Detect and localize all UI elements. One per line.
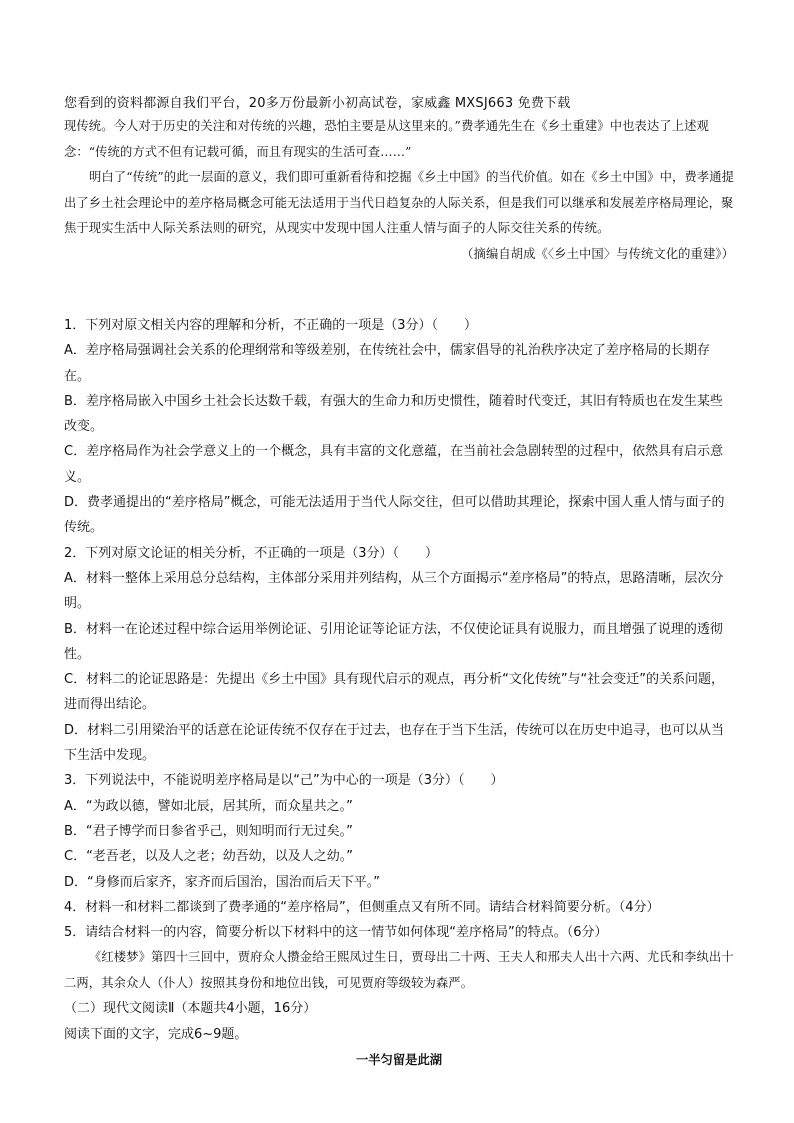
question-1-stem: 1．下列对原文相关内容的理解和分析，不正确的一项是（3分）（ ） bbox=[64, 318, 478, 333]
passage-excerpt bbox=[64, 114, 734, 267]
passage-paragraph-1: 现传统。今人对于历史的关注和对传统的兴趣，恐怕主要是从这里来的。”费孝通先生在《乡土重建》中也表达了上述观念：“传统的方式不但有记载可循，而且有现实的生活可查……” bbox=[64, 119, 709, 159]
question-3-option-c: C．“老吾老，以及人之老；幼吾幼，以及人之幼。” bbox=[64, 849, 354, 865]
question-1-option-a: A．差序格局强调社会关系的伦理纲常和等级差别，在传统社会中，儒家倡导的礼治秩序决定了差序格局的长期存在。 bbox=[64, 343, 710, 384]
section-2-instruction: 阅读下面的文字，完成6~9题。 bbox=[64, 1026, 248, 1042]
questions-section bbox=[64, 313, 734, 1072]
question-1-option-d: D．费孝通提出的“差序格局”概念，可能无法适用于当代人际交往，但可以借助其理论，探索中国人重人情与面子的传统。 bbox=[64, 495, 725, 536]
question-1-option-b: B．差序格局嵌入中国乡土社会长达数千载，有强大的生命力和历史惯性，随着时代变迁，其旧有特质也在发生某些改变。 bbox=[64, 393, 723, 435]
question-3-option-d: D．“身修而后家齐，家齐而后国治，国治而后天下平。” bbox=[64, 874, 380, 890]
question-2-stem: 2．下列对原文论证的相关分析，不正确的一项是（3分）（ ） bbox=[64, 545, 439, 561]
question-2-option-d: D．材料二引用梁治平的话意在论证传统不仅存在于过去，也存在于当下生活，传统可以在历史中追寻，也可以从当下生活中发现。 bbox=[64, 722, 725, 764]
question-2-option-b: B．材料一在论述过程中综合运用举例论证、引用论证等论证方法，不仅使论证具有说服力，而且增强了说理的透彻性。 bbox=[64, 621, 723, 662]
question-5-material: 《红楼梦》第四十三回中，贾府众人攒金给王熙凤过生日，贾母出二十两、王夫人和邢夫人出十六两、尤氏和李纨出十二两，其余众人（仆人）按照其身份和地位出钱，可见贾府等级较为森严。 bbox=[64, 950, 734, 990]
question-2-option-c: C．材料二的论证思路是：先提出《乡土中国》具有现代启示的观点，再分析“文化传统”与“社会变迁”的关系问题，进而得出结论。 bbox=[64, 672, 725, 713]
question-1-option-c: C．差序格局作为社会学意义上的一个概念，具有丰富的文化意蕴，在当前社会急剧转型的过程中，依然具有启示意义。 bbox=[64, 444, 724, 485]
section-2-title: （二）现代文阅读Ⅱ（本题共4小题，16分） bbox=[64, 1001, 317, 1017]
question-5-stem: 5．请结合材料一的内容，简要分析以下材料中的这一情节如何体现“差序格局”的特点。（6分） bbox=[64, 925, 608, 941]
question-3-option-a: A．“为政以德，譬如北辰，居其所，而众星共之。” bbox=[64, 798, 353, 814]
question-2-option-a: A．材料一整体上采用总分总结构，主体部分采用并列结构，从三个方面揭示“差序格局”的特点，思路清晰，层次分明。 bbox=[64, 570, 724, 612]
question-3-stem: 3．下列说法中，不能说明差序格局是以“己”为中心的一项是（3分）（ ） bbox=[64, 773, 504, 789]
article-title: 一半匀留是此湖 bbox=[355, 1052, 443, 1068]
question-4-stem: 4．材料一和材料二都谈到了费孝通的“差序格局”，但侧重点又有所不同。请结合材料简要分析。（4分） bbox=[64, 899, 660, 915]
passage-paragraph-2: 明白了“传统”的此一层面的意义，我们即可重新看待和挖掘《乡土中国》的当代价值。如在《乡土中国》中，费孝通提出了乡土社会理论中的差序格局概念可能无法适用于当代日趋复杂的人际关系，但是我们可以继承和发展差序格局理论，聚焦于现实生活中人际关系法则的研究，从现实中发现中国人注重人情与面子的人际交往关系的传统。 bbox=[64, 170, 735, 235]
page-header-banner: 您看到的资料都源自我们平台，20多万份最新小初高试卷，家威鑫 MXSJ663 免费下载 bbox=[64, 96, 571, 111]
question-3-option-b: B．“君子博学而日参省乎己，则知明而行无过矣。” bbox=[64, 823, 353, 839]
passage-source: （摘编自胡成《〈乡土中国〉与传统文化的重建》） bbox=[461, 246, 734, 261]
